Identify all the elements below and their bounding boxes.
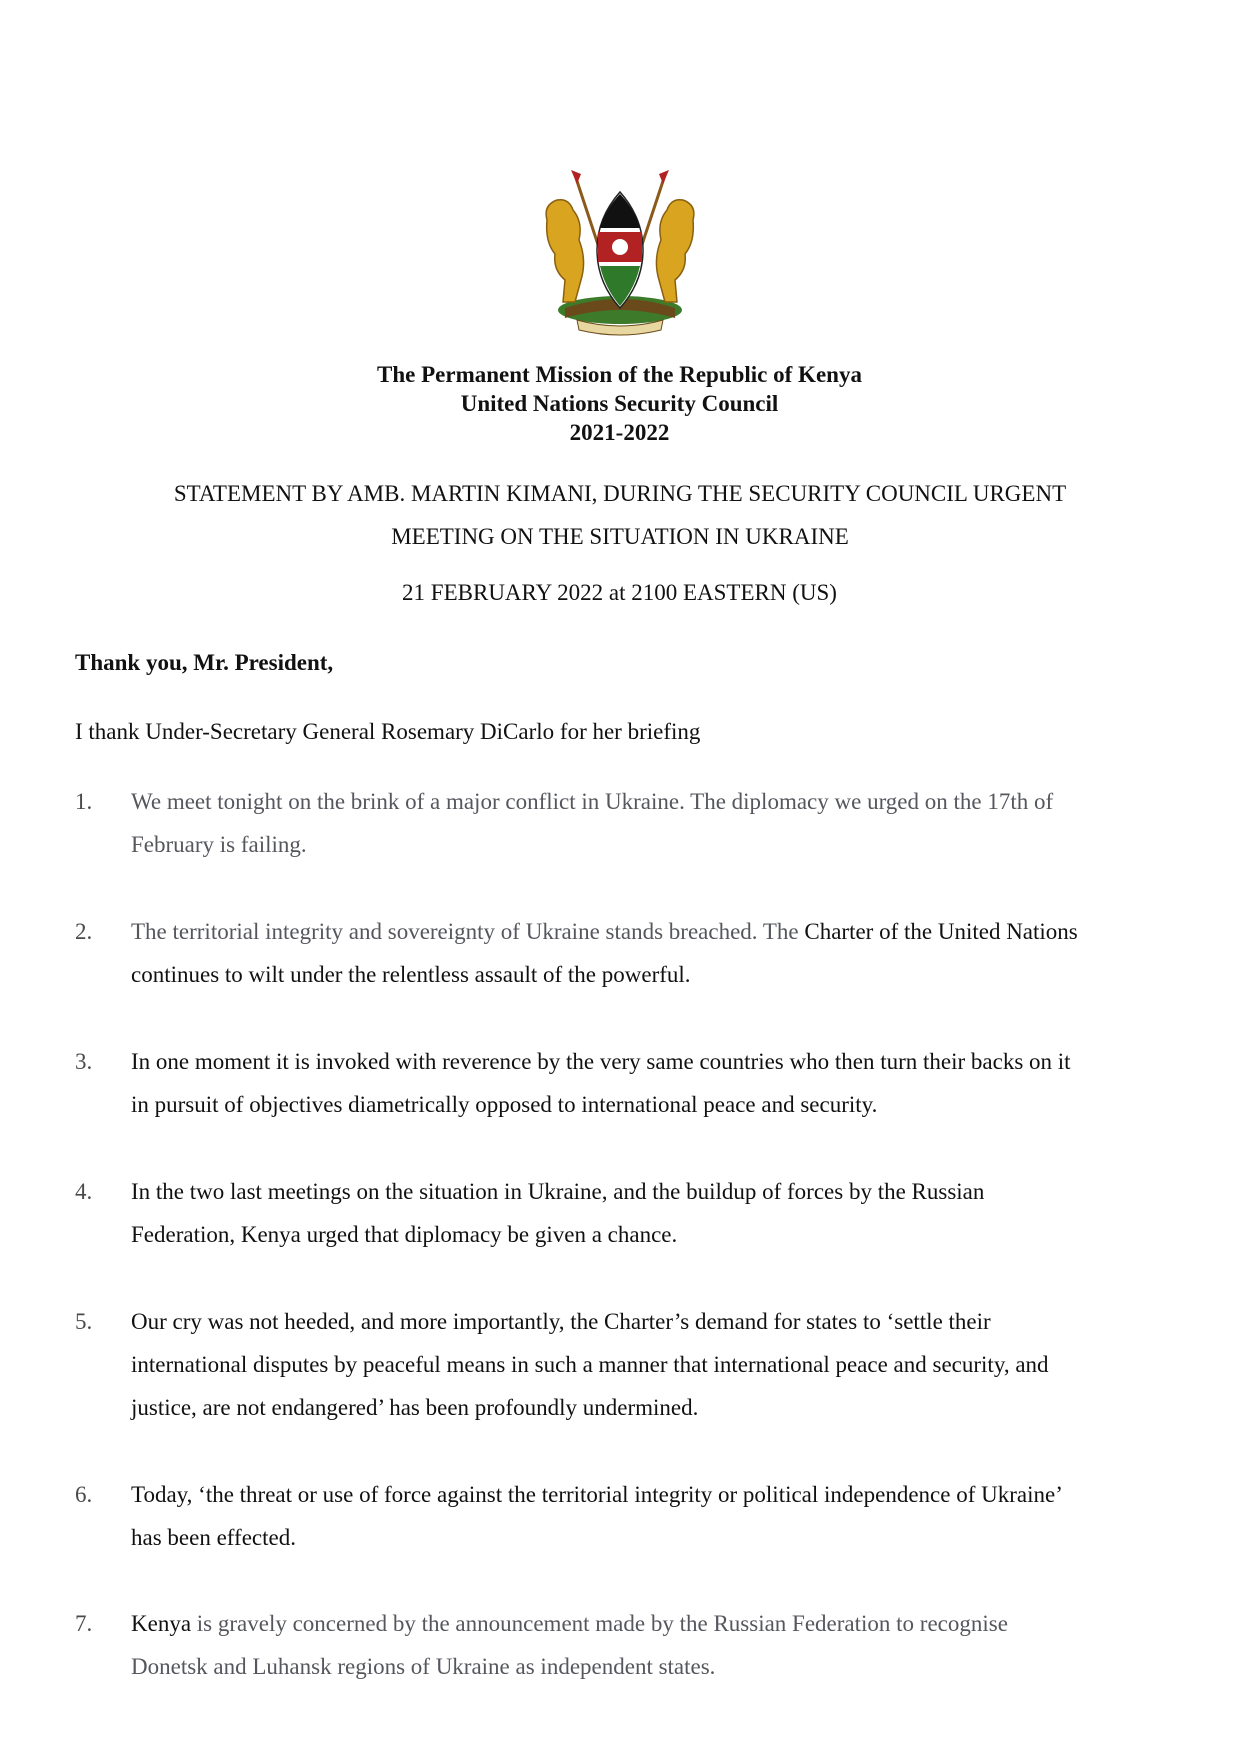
item-number: 7. [75, 1611, 93, 1636]
item-line: international disputes by peaceful means in such a manner that international peace and security, and [131, 1352, 1049, 1377]
header-line-council: United Nations Security Council [460, 391, 779, 416]
statement-title-line-1: STATEMENT BY AMB. MARTIN KIMANI, DURING THE SECURITY COUNCIL URGENT [173, 481, 1067, 506]
item-text [131, 780, 1163, 866]
item-line: in pursuit of objectives diametrically opposed to international peace and security. [131, 1092, 878, 1117]
item-text [131, 1040, 1163, 1126]
item-line: has been effected. [131, 1525, 296, 1550]
item-line-part: Kenya [131, 1611, 192, 1636]
item-line: justice, are not endangered’ has been profoundly undermined. [131, 1395, 699, 1420]
item-text [131, 1170, 1163, 1256]
salutation: Thank you, Mr. President, [75, 650, 334, 675]
statement-date: 21 FEBRUARY 2022 at 2100 EASTERN (US) [402, 580, 837, 605]
item-number: 6. [75, 1482, 93, 1507]
item-line: Our cry was not heeded, and more importantly, the Charter’s demand for states to ‘settle their [131, 1309, 991, 1334]
item-line: Donetsk and Luhansk regions of Ukraine as independent states. [131, 1654, 716, 1679]
item-number: 3. [75, 1049, 93, 1074]
item-line: In the two last meetings on the situation in Ukraine, and the buildup of forces by the Russian [131, 1179, 985, 1204]
statement-title [100, 472, 1140, 558]
thanks-paragraph: I thank Under-Secretary General Rosemary DiCarlo for her briefing [75, 719, 701, 744]
item-line [131, 910, 1163, 953]
item-line: Today, ‘the threat or use of force against the territorial integrity or political independence of Ukraine’ [131, 1482, 1063, 1507]
item-line-part: The territorial integrity and sovereignty of Ukraine stands breached. The [131, 919, 805, 944]
item-number: 1. [75, 789, 93, 814]
mission-header [0, 360, 1239, 447]
item-text [131, 910, 1163, 996]
item-line: February is failing. [131, 832, 307, 857]
kenya-coat-of-arms-icon [535, 170, 705, 340]
item-line-part: is gravely concerned by the announcement made by the Russian Federation to recognise [191, 1611, 1008, 1636]
item-line: continues to wilt under the relentless assault of the powerful. [131, 962, 691, 987]
item-text [131, 1300, 1163, 1429]
statement-title-line-2: MEETING ON THE SITUATION IN UKRAINE [391, 524, 849, 549]
item-line: We meet tonight on the brink of a major conflict in Ukraine. The diplomacy we urged on the 17th of [131, 789, 1054, 814]
header-line-mission: The Permanent Mission of the Republic of Kenya [377, 362, 862, 387]
item-line: Federation, Kenya urged that diplomacy be given a chance. [131, 1222, 678, 1247]
item-number: 2. [75, 919, 93, 944]
item-number: 5. [75, 1309, 93, 1334]
item-line: In one moment it is invoked with reverence by the very same countries who then turn their backs on it [131, 1049, 1071, 1074]
header-line-term: 2021-2022 [569, 420, 670, 445]
item-line [131, 1602, 1163, 1645]
item-text [131, 1473, 1163, 1559]
item-number: 4. [75, 1179, 93, 1204]
item-line-part: Charter of the United Nations [804, 919, 1078, 944]
item-text [131, 1602, 1163, 1688]
